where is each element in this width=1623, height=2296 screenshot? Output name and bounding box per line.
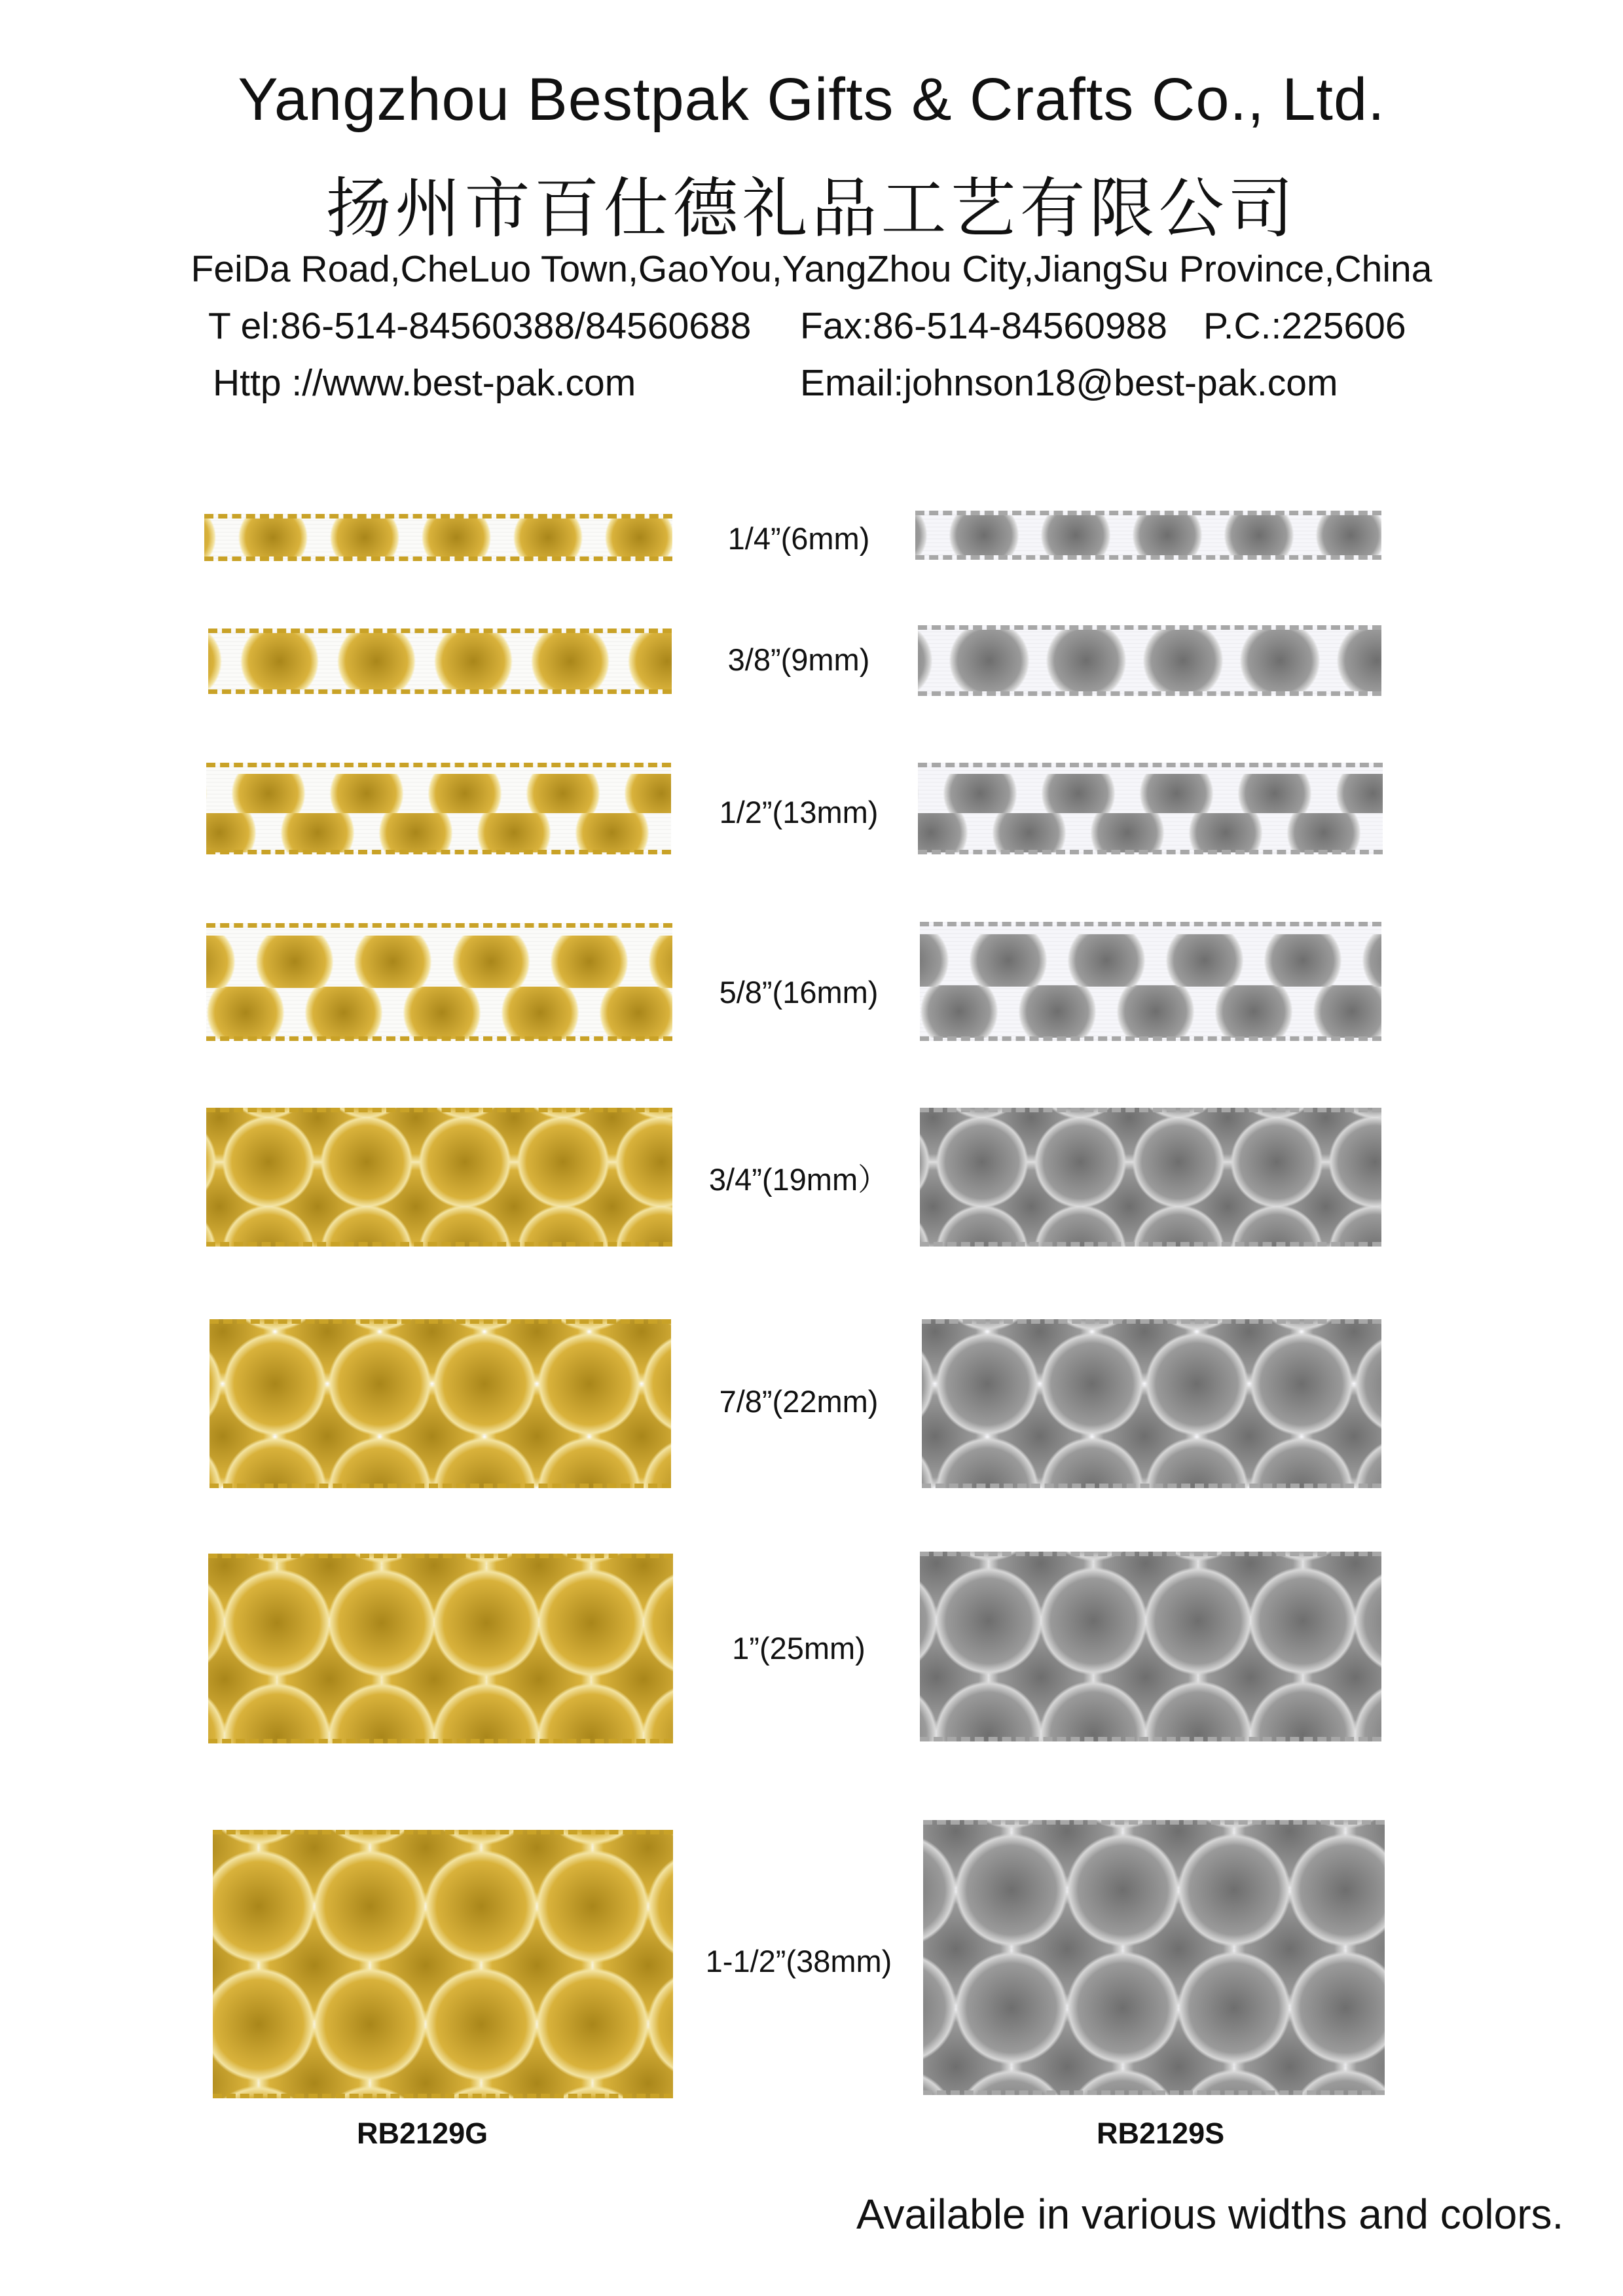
product-code-gold: RB2129G: [357, 2117, 488, 2150]
ribbon-silver-25mm: [920, 1552, 1381, 1741]
size-label-13mm: 1/2”(13mm): [719, 795, 879, 829]
size-label-25mm: 1”(25mm): [732, 1631, 866, 1666]
ribbon-gold-6mm: [204, 514, 672, 561]
ribbon-silver-38mm: [923, 1820, 1385, 2095]
ribbon-silver-19mm: [920, 1108, 1381, 1247]
size-label-6mm: 1/4”(6mm): [727, 521, 870, 556]
ribbon-gold-38mm: [213, 1830, 673, 2098]
size-label-16mm: 5/8”(16mm): [719, 975, 879, 1010]
company-name-en: Yangzhou Bestpak Gifts & Crafts Co., Ltd.: [238, 66, 1385, 133]
ribbon-gold-19mm: [206, 1108, 672, 1247]
fax: Fax:86-514-84560988: [800, 305, 1167, 347]
ribbon-gold-13mm: [206, 763, 671, 854]
size-label-22mm: 7/8”(22mm): [719, 1384, 879, 1419]
ribbon-silver-9mm: [918, 625, 1381, 696]
company-name-cn: 扬州市百仕德礼品工艺有限公司: [325, 170, 1298, 247]
footer-note: Available in various widths and colors.: [856, 2191, 1564, 2238]
ribbon-gold-9mm: [208, 629, 672, 694]
email-link[interactable]: Email:johnson18@best-pak.com: [800, 362, 1338, 404]
website-link[interactable]: Http ://www.best-pak.com: [213, 362, 636, 404]
size-label-38mm: 1-1/2”(38mm): [705, 1944, 892, 1978]
product-code-silver: RB2129S: [1097, 2117, 1225, 2150]
company-address: FeiDa Road,CheLuo Town,GaoYou,YangZhou City,JiangSu Province,China: [191, 248, 1432, 290]
ribbon-gold-25mm: [208, 1554, 673, 1743]
ribbon-silver-16mm: [920, 922, 1381, 1041]
ribbon-silver-22mm: [922, 1319, 1381, 1488]
ribbon-silver-13mm: [918, 763, 1383, 854]
size-label-9mm: 3/8”(9mm): [727, 642, 870, 677]
telephone: T el:86-514-84560388/84560688: [208, 305, 752, 347]
size-label-19mm: 3/4”(19mm）: [708, 1162, 889, 1197]
ribbon-silver-6mm: [915, 511, 1381, 560]
ribbon-gold-22mm: [210, 1319, 671, 1488]
postcode: P.C.:225606: [1203, 305, 1406, 347]
ribbon-gold-16mm: [206, 923, 672, 1041]
